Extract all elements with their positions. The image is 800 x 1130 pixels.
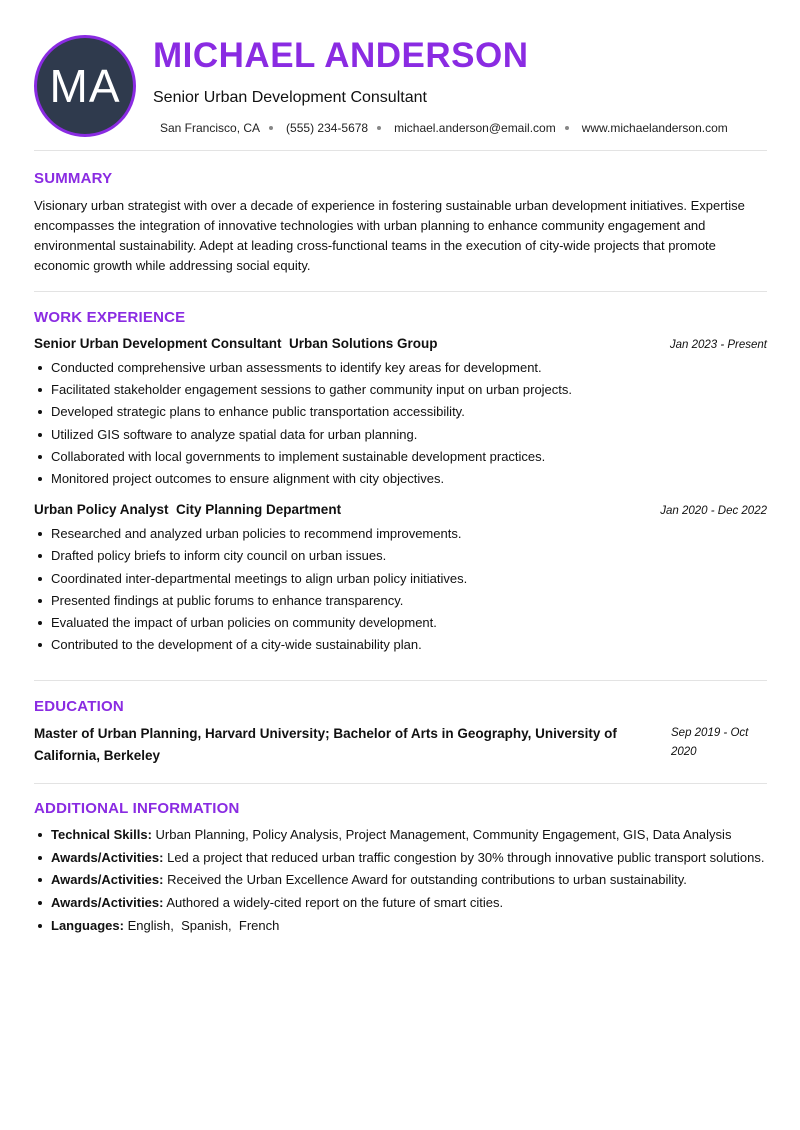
item-label: Awards/Activities: (51, 849, 164, 865)
job-bullet: Conducted comprehensive urban assessments to identify key areas for development. (51, 357, 767, 379)
item-label: Languages: (51, 917, 124, 933)
additional-item (51, 916, 767, 935)
additional-information-heading: ADDITIONAL INFORMATION (34, 800, 240, 818)
job-bullet: Facilitated stakeholder engagement sessions to gather community input on urban projects. (51, 379, 767, 401)
item-text: Authored a widely-cited report on the future of smart cities. (166, 894, 504, 910)
contact-phone: (555) 234-5678 (286, 121, 369, 135)
summary-section (34, 151, 767, 292)
job-bullet: Contributed to the development of a city-wide sustainability plan. (51, 634, 767, 656)
summary-heading: SUMMARY (34, 170, 113, 187)
additional-item (51, 870, 767, 889)
item-label: Awards/Activities: (51, 872, 164, 888)
job-bullet: Presented findings at public forums to enhance transparency. (51, 590, 767, 612)
candidate-name: MICHAEL ANDERSON (153, 36, 529, 75)
job-bullet: Researched and analyzed urban policies to recommend improvements. (51, 523, 767, 545)
item-text: Led a project that reduced urban traffic congestion by 30% through innovative public transport solutions. (167, 849, 765, 865)
job-entry (34, 336, 767, 490)
job-bullet: Utilized GIS software to analyze spatial data for urban planning. (51, 424, 767, 446)
item-text: English, Spanish, French (127, 917, 280, 933)
education-dates: Sep 2019 - Oct 2020 (671, 727, 749, 759)
job-header (34, 502, 767, 517)
job-bullets (34, 523, 767, 656)
contact-email: michael.anderson@email.com (394, 121, 556, 135)
item-label: Awards/Activities: (51, 894, 164, 910)
job-bullet: Developed strategic plans to enhance public transportation accessibility. (51, 401, 767, 423)
contact-location: San Francisco, CA (160, 121, 261, 135)
separator-dot (269, 126, 273, 130)
education-section (34, 681, 767, 784)
additional-item (51, 825, 767, 844)
additional-item (51, 848, 767, 867)
job-bullet: Evaluated the impact of urban policies on community development. (51, 612, 767, 634)
avatar-initials: MA (49, 60, 121, 112)
job-dates: Jan 2020 - Dec 2022 (660, 505, 767, 518)
job-entry (34, 502, 767, 656)
job-bullet: Monitored project outcomes to ensure alignment with city objectives. (51, 468, 767, 490)
job-position: Urban Policy Analyst City Planning Department (34, 502, 342, 518)
job-bullet: Coordinated inter-departmental meetings to align urban policy initiatives. (51, 568, 767, 590)
summary-text: Visionary urban strategist with over a decade of experience in fostering sustainable urban development initiatives. Expertise encompasses the integration of innovative technologies with urban planning to enhance community engagement and environmental sustainability. Adept at leading cross-functional teams in the execution of city-wide projects that promote economic growth while addressing social equity. (34, 198, 745, 273)
item-text: Urban Planning, Policy Analysis, Project Management, Community Engagement, GIS, Data Analysis (155, 827, 732, 843)
item-text: Received the Urban Excellence Award for outstanding contributions to urban sustainability. (167, 872, 687, 888)
job-dates: Jan 2023 - Present (669, 339, 767, 351)
work-experience-heading: WORK EXPERIENCE (34, 309, 186, 326)
separator-dot (377, 126, 381, 130)
additional-list (34, 825, 767, 935)
contact-line (160, 121, 728, 135)
job-title: Senior Urban Development Consultant (153, 89, 427, 106)
job-bullets (34, 357, 767, 490)
education-heading: EDUCATION (34, 698, 124, 716)
education-degree: Master of Urban Planning, Harvard University; Bachelor of Arts in Geography, University of California, Berkeley (34, 726, 617, 764)
contact-website: www.michaelanderson.com (581, 121, 728, 135)
job-header (34, 336, 767, 351)
job-position: Senior Urban Development Consultant Urban Solutions Group (34, 336, 438, 351)
avatar (34, 35, 136, 137)
job-bullet: Collaborated with local governments to implement sustainable development practices. (51, 446, 767, 468)
education-entry (34, 723, 767, 767)
resume-header (34, 0, 767, 151)
separator-dot (565, 126, 569, 130)
work-experience-section (34, 292, 767, 681)
item-label: Technical Skills: (51, 827, 152, 843)
additional-item (51, 893, 767, 912)
job-bullet: Drafted policy briefs to inform city council on urban issues. (51, 545, 767, 567)
additional-information-section (34, 784, 767, 935)
